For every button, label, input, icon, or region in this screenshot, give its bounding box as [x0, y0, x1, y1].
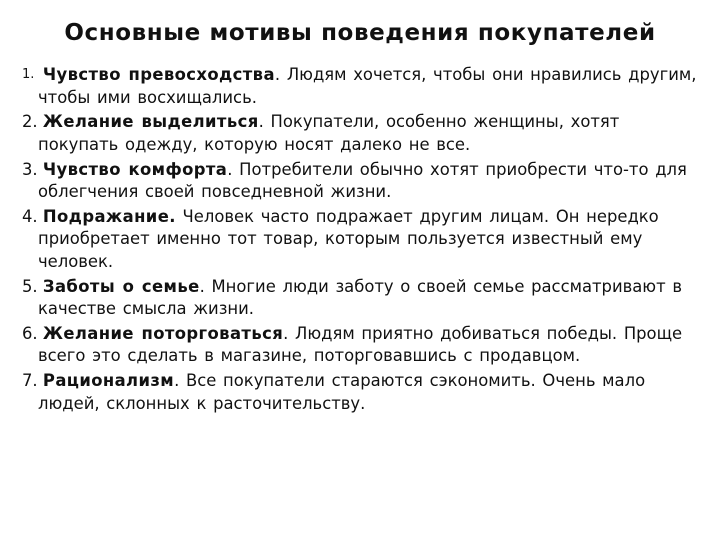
item-number: 7. — [22, 371, 38, 391]
list-item — [22, 370, 697, 415]
item-text: . Потребители обычно хотят приобрести что-то для облегчения своей повседневной жизни. — [38, 159, 687, 202]
item-text: . Людям приятно добиваться победы. Проще всего это сделать в магазине, поторговавшись с продавцом. — [38, 323, 683, 366]
list-item — [22, 111, 697, 156]
item-term: Чувство превосходства — [42, 65, 275, 84]
list-item — [22, 159, 697, 204]
item-term: Подражание. — [42, 206, 176, 226]
item-term: Желание выделиться — [42, 112, 259, 132]
item-term: Заботы о семье — [42, 276, 200, 296]
item-text: . Все покупатели стараются сэкономить. Очень мало людей, склонных к расточительству. — [38, 371, 646, 413]
item-term: Рационализм — [42, 371, 175, 391]
item-term: Желание поторговаться — [42, 323, 284, 343]
item-text: . Многие люди заботу о своей семье рассматривают в качестве смысла жизни. — [38, 276, 683, 319]
list-item — [22, 276, 697, 321]
item-number: 1. — [22, 67, 35, 82]
list-item — [22, 64, 697, 109]
item-text: . Людям хочется, чтобы они нравились другим, чтобы ими восхищались. — [38, 65, 697, 107]
item-number: 6. — [22, 323, 38, 343]
item-number: 2. — [22, 112, 38, 132]
list-item — [22, 206, 697, 274]
list-item — [22, 323, 697, 368]
item-number: 5. — [22, 276, 38, 296]
item-text: Человек часто подражает другим лицам. Он нередко приобретает именно тот товар, которым пользуется известный ему человек. — [38, 206, 659, 271]
slide-title: Основные мотивы поведения покупателей — [64, 20, 656, 46]
motives-list — [22, 64, 697, 418]
item-term: Чувство комфорта — [42, 159, 228, 179]
item-text: . Покупатели, особенно женщины, хотят покупать одежду, которую носят далеко не все. — [38, 112, 620, 154]
item-number: 3. — [22, 159, 38, 179]
item-number: 4. — [22, 206, 38, 226]
